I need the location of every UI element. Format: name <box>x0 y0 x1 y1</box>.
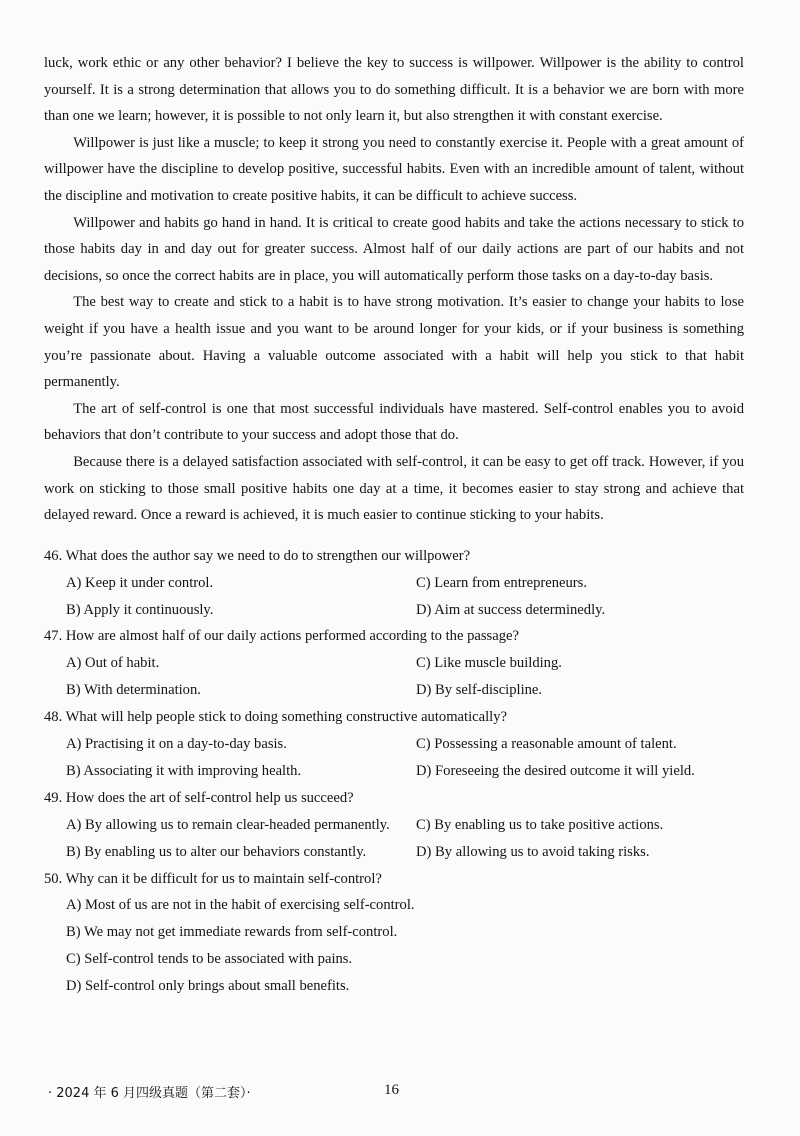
question-48 <box>44 704 744 785</box>
option-a: A) Practising it on a day-to-day basis. <box>66 736 287 753</box>
question-stem: 48. What will help people stick to doing something constructive automatically? <box>44 709 507 726</box>
option-d: D) By self-discipline. <box>416 682 543 699</box>
option-d: D) Self-control only brings about small benefits. <box>66 978 350 995</box>
option-grid <box>44 812 744 866</box>
option-a: A) Out of habit. <box>66 655 160 672</box>
option-b: B) Apply it continuously. <box>66 601 214 618</box>
option-b: B) We may not get immediate rewards from self-control. <box>66 924 398 941</box>
option-c: C) By enabling us to take positive actions. <box>416 816 664 833</box>
question-stem: 50. Why can it be difficult for us to maintain self-control? <box>44 870 382 887</box>
option-a: A) Keep it under control. <box>66 574 214 591</box>
option-a: A) Most of us are not in the habit of exercising self-control. <box>66 897 415 914</box>
question-stem: 46. What does the author say we need to do to strengthen our willpower? <box>44 547 471 564</box>
passage-paragraph-2: Willpower is just like a muscle; to keep it strong you need to constantly exercise it. People with a great amount of willpower have the discipline to develop positive, successful habits. Even with an incredible amount of talent, without the discipline and motivation to create positive habits, it can be difficult to achieve success. <box>44 134 744 204</box>
exam-title: · 2024 年 6 月四级真题（第二套）· <box>48 1086 251 1101</box>
question-50 <box>44 866 744 1001</box>
question-47 <box>44 623 744 704</box>
option-d: D) By allowing us to avoid taking risks. <box>416 843 650 860</box>
passage-paragraph-3: Willpower and habits go hand in hand. It is critical to create good habits and take the actions necessary to stick to those habits day in and day out for greater success. Almost half of our daily actions are part of our habits and not decisions, so once the correct habits are in place, you will automatically perform those tasks on a day-to-day basis. <box>44 214 744 284</box>
reading-passage <box>44 50 744 529</box>
passage-paragraph-6: Because there is a delayed satisfaction associated with self-control, it can be easy to get off track. However, if you work on sticking to those small positive habits one day at a time, it becomes easier to stay strong and achieve that delayed reward. Once a reward is achieved, it is much easier to continue sticking to your habits. <box>44 453 744 524</box>
option-list <box>44 892 744 1000</box>
passage-paragraph-5: The art of self-control is one that most successful individuals have mastered. Self-control enables you to avoid behaviors that don’t contribute to your success and adopt those that do. <box>44 400 744 444</box>
question-49 <box>44 785 744 866</box>
passage-paragraph-4: The best way to create and stick to a habit is to have strong motivation. It’s easier to change your habits to lose weight if you have a health issue and you want to be around longer for your kids, or if your business is something you’re passionate about. Having a valuable outcome associated with a habit will help you stick to that habit permanently. <box>44 294 744 391</box>
document-page <box>44 50 744 1000</box>
option-c: C) Self-control tends to be associated with pains. <box>66 951 353 968</box>
option-c: C) Possessing a reasonable amount of talent. <box>416 736 677 753</box>
page-number: 16 <box>384 1082 399 1098</box>
option-grid <box>44 570 744 624</box>
option-c: C) Like muscle building. <box>416 655 562 672</box>
question-stem: 47. How are almost half of our daily actions performed according to the passage? <box>44 628 519 645</box>
question-46 <box>44 543 744 624</box>
option-a: A) By allowing us to remain clear-headed permanently. <box>66 816 390 833</box>
option-b: B) With determination. <box>66 682 201 699</box>
option-d: D) Foreseeing the desired outcome it will yield. <box>416 762 695 779</box>
option-b: B) Associating it with improving health. <box>66 762 302 779</box>
option-grid <box>44 650 744 704</box>
question-stem: 49. How does the art of self-control help us succeed? <box>44 789 354 806</box>
page-footer <box>0 1082 800 1106</box>
option-b: B) By enabling us to alter our behaviors constantly. <box>66 843 367 860</box>
option-grid <box>44 731 744 785</box>
question-list <box>44 543 744 1000</box>
passage-paragraph-1: luck, work ethic or any other behavior? I believe the key to success is willpower. Willpower is the ability to control yourself. It is a strong determination that allows you to do something difficult. It is a behavior we are born with more than one we learn; however, it is possible to not only learn it, but also strengthen it with constant exercise. <box>44 55 744 125</box>
option-d: D) Aim at success determinedly. <box>416 601 606 618</box>
option-c: C) Learn from entrepreneurs. <box>416 574 587 591</box>
